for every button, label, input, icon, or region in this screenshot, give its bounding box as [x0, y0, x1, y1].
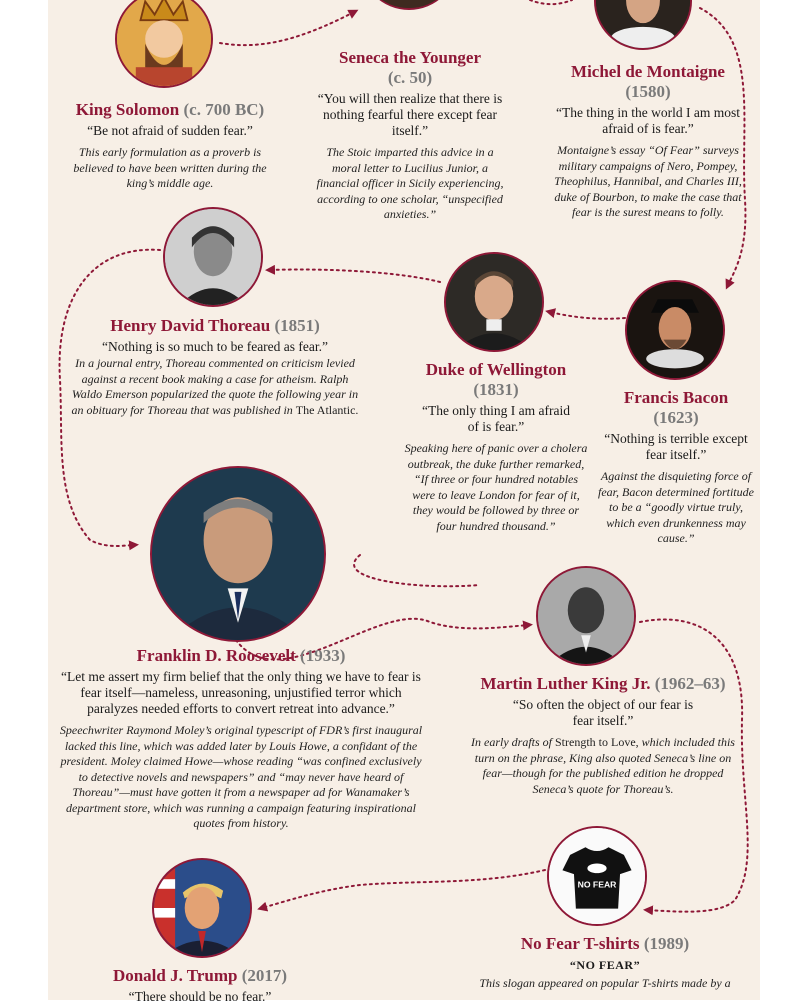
- entry-king-solomon: [60, 100, 280, 192]
- portrait-thoreau: [163, 207, 263, 307]
- entry-no-fear: [440, 934, 770, 992]
- quote: “Be not afraid of sudden fear.”: [87, 123, 253, 138]
- connector-seneca-montaigne: [530, 0, 572, 4]
- quote: “You will then realize that there is nothing fearful there except fear itself.”: [317, 91, 503, 138]
- entry-montaigne: [548, 62, 748, 221]
- name: Duke of Wellington: [425, 360, 567, 379]
- portrait-trump: [152, 858, 252, 958]
- quote: “Let me assert my firm belief that the only thing we have to fear is fear itself—nameless, unreasoning, unjustified terror which paralyzes needed efforts to convert retreat into advance.”: [61, 669, 421, 716]
- connector-wellington-thoreau: [270, 270, 440, 283]
- connector-solomon-seneca: [220, 12, 354, 45]
- connector-nofear-trump: [262, 870, 545, 908]
- svg-text:NO FEAR: NO FEAR: [577, 879, 617, 890]
- portrait-mlk: [536, 566, 636, 666]
- portrait-fdr: [150, 466, 326, 642]
- year: (1989): [643, 934, 690, 953]
- note-book-title: Strength to Love,: [555, 735, 639, 749]
- year: (1851): [274, 316, 320, 335]
- note: In a journal entry, Thoreau commented on criticism levied against a recent book making a case for atheism. Ralph Waldo Emerson popularized the quote the following year in an obituary for Thoreau that was published in: [71, 356, 359, 417]
- note: Montaigne’s essay “Of Fear” surveys military campaigns of Nero, Pompey, Theophilus, Hannibal, and Charles III, duke of Bourbon, to make the case that fear is the surest means to folly.: [554, 143, 742, 219]
- name: Seneca the Younger: [339, 48, 481, 67]
- entry-fdr: [58, 646, 424, 832]
- entry-francis-bacon: [598, 388, 754, 547]
- year: (2017): [241, 966, 288, 985]
- note: Speaking here of panic over a cholera outbreak, the duke further remarked, “If three or four hundred notables were to leave London for fear of it, they would be followed by three or four hundred thousand.”: [404, 441, 588, 533]
- name: Henry David Thoreau: [110, 316, 271, 335]
- entry-trump: [90, 966, 310, 1005]
- name: Michel de Montaigne: [571, 62, 725, 81]
- name: Martin Luther King Jr.: [480, 674, 651, 693]
- connector-bacon-wellington: [550, 312, 625, 319]
- name: Franklin D. Roosevelt: [136, 646, 296, 665]
- quote: “Nothing is terrible except fear itself.”: [604, 431, 748, 462]
- name: No Fear T-shirts: [520, 934, 640, 953]
- name: King Solomon: [75, 100, 180, 119]
- entry-thoreau: [70, 316, 360, 418]
- note: Against the disquieting force of fear, Bacon determined fortitude to be a “goodly virtue truly, which even drunkenness may cause.”: [598, 469, 754, 545]
- name: Donald J. Trump: [112, 966, 238, 985]
- quote: “The thing in the world I am most afraid of is fear.”: [555, 105, 741, 136]
- note: This slogan appeared on popular T-shirts made by a: [479, 976, 731, 990]
- note-publication: The Atlantic.: [295, 402, 359, 417]
- year: (1962–63): [654, 674, 726, 693]
- entry-wellington: [404, 360, 588, 534]
- entry-seneca: [312, 48, 508, 223]
- note: The Stoic imparted this advice in a moral letter to Lucilius Junior, a financial officer in Sicily experiencing, according to one scholar, “unspecified anxieties.”: [316, 145, 504, 221]
- year: (1580): [625, 82, 671, 101]
- note: This early formulation as a proverb is believed to have been written during the king’s middle age.: [73, 145, 267, 190]
- name: Francis Bacon: [623, 388, 729, 407]
- quote: “Nothing is so much to be feared as fear.”: [101, 339, 329, 354]
- quote: “So often the object of our fear is fear itself.”: [512, 697, 694, 728]
- entry-mlk: [458, 674, 748, 797]
- connector-wellington-mlk: [354, 555, 480, 586]
- note-intro: In early drafts of: [471, 735, 552, 749]
- portrait-no-fear-tshirt: [547, 826, 647, 926]
- quote: “There should be no fear.”: [128, 989, 272, 1004]
- year: (1623): [653, 408, 699, 427]
- quote: “The only thing I am afraid of is fear.”: [421, 403, 571, 434]
- note: Speechwriter Raymond Moley’s original typescript of FDR’s first inaugural lacked this line, which was added later by Louis Howe, a confidant of the president. Moley claimed Howe—whose reading “was confined exclusively to detective novels and newspapers” and “may never have heard of Thoreau”—must have gotten it from a newspaper ad for Wanamaker’s department store, which was running a campaign featuring inspirational quotes from history.: [59, 723, 423, 830]
- year: (c. 700 BC): [183, 100, 265, 119]
- portrait-wellington: [444, 252, 544, 352]
- year: (1831): [473, 380, 519, 399]
- year: (c. 50): [387, 68, 433, 87]
- portrait-francis-bacon: [625, 280, 725, 380]
- note: which included this turn on the phrase, King also quoted Seneca’s line on fear—though for the published edition he dropped Seneca’s quote for Thoreau’s.: [474, 735, 735, 796]
- year: (1933): [300, 646, 346, 665]
- quote: “NO FEAR”: [569, 958, 641, 972]
